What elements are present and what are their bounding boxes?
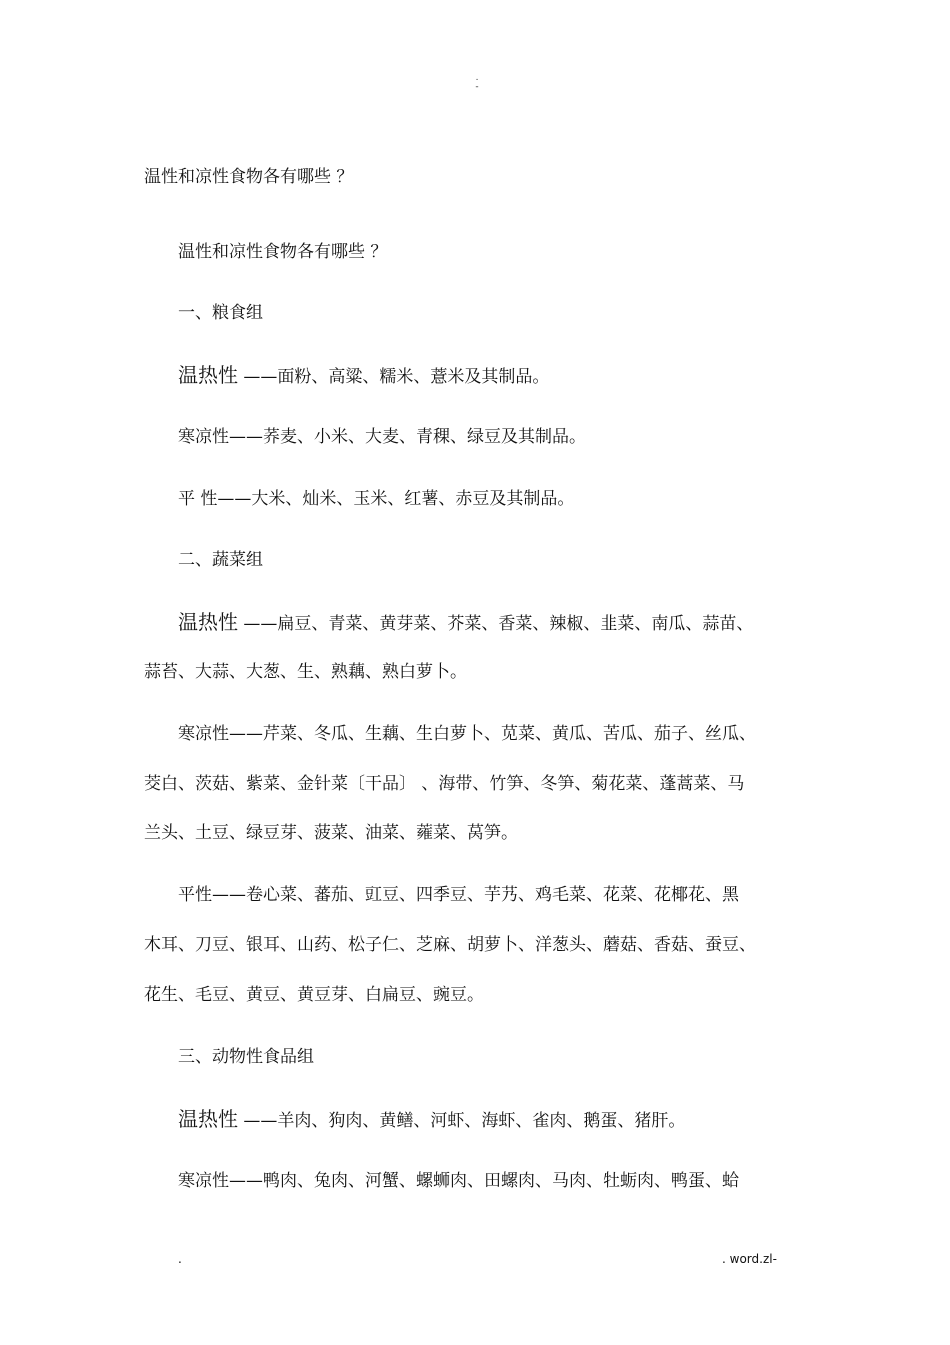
section-heading-animal: 三、动物性食品组 bbox=[178, 1047, 314, 1067]
veg-cool-line bbox=[178, 723, 756, 745]
veg-warm-cont-1: 蒜苔、大蒜、大葱、生、熟藕、熟白萝卜。 bbox=[144, 662, 467, 682]
label-neutral: 平 性 bbox=[178, 489, 218, 509]
animal-warm-text: ——羊肉、狗肉、黄鳝、河虾、海虾、雀肉、鹅蛋、猪肝。 bbox=[238, 1111, 686, 1131]
veg-cool-cont-2: 兰头、土豆、绿豆芽、菠菜、油菜、蕹菜、莴笋。 bbox=[144, 823, 518, 843]
label-warm: 温热性 bbox=[178, 610, 238, 634]
grain-cool-line bbox=[178, 426, 586, 448]
veg-warm-line bbox=[178, 611, 753, 635]
label-warm: 温热性 bbox=[178, 363, 238, 387]
grain-neutral-text: ——大米、灿米、玉米、红薯、赤豆及其制品。 bbox=[217, 489, 575, 509]
veg-cool-text: ——芹菜、冬瓜、生藕、生白萝卜、苋菜、黄瓜、苦瓜、茄子、丝瓜、 bbox=[229, 724, 756, 744]
footer-right: . word.zl- bbox=[722, 1252, 777, 1266]
animal-cool-line bbox=[178, 1170, 739, 1192]
veg-cool-cont-1: 茭白、茨菇、紫菜、金针菜〔干品〕 、海带、竹笋、冬笋、菊花菜、蓬蒿菜、马 bbox=[144, 774, 745, 794]
doc-subtitle: 温性和凉性食物各有哪些 ？ bbox=[178, 242, 388, 262]
section-heading-vegetable: 二、蔬菜组 bbox=[178, 550, 263, 570]
doc-title: 温性和凉性食物各有哪些 ？ bbox=[144, 167, 354, 187]
header-mark-bottom: - bbox=[475, 82, 479, 92]
veg-neutral-line bbox=[178, 884, 739, 906]
header-mark-top: . bbox=[475, 73, 479, 83]
grain-warm-text: ——面粉、高粱、糯米、薏米及其制品。 bbox=[238, 367, 550, 387]
veg-warm-text: ——扁豆、青菜、黄芽菜、芥菜、香菜、辣椒、韭菜、南瓜、蒜苗、 bbox=[238, 614, 754, 634]
label-cool: 寒凉性 bbox=[178, 724, 229, 744]
label-warm: 温热性 bbox=[178, 1107, 238, 1131]
grain-neutral-line bbox=[178, 488, 574, 510]
veg-neutral-cont-1: 木耳、刀豆、银耳、山药、松子仁、芝麻、胡萝卜、洋葱头、蘑菇、香菇、蚕豆、 bbox=[144, 935, 756, 955]
section-heading-grain: 一、粮食组 bbox=[178, 303, 263, 323]
grain-cool-text: ——荞麦、小米、大麦、青稞、绿豆及其制品。 bbox=[229, 427, 586, 447]
veg-neutral-text: ——卷心菜、蕃茄、豇豆、四季豆、芋艿、鸡毛菜、花菜、花椰花、黑 bbox=[212, 885, 739, 905]
animal-cool-text: ——鸭肉、兔肉、河蟹、螺蛳肉、田螺肉、马肉、牡蛎肉、鸭蛋、蛤 bbox=[229, 1171, 739, 1191]
footer-left: . bbox=[178, 1252, 182, 1266]
header-mark bbox=[472, 74, 482, 92]
veg-neutral-cont-2: 花生、毛豆、黄豆、黄豆芽、白扁豆、豌豆。 bbox=[144, 985, 484, 1005]
label-neutral: 平性 bbox=[178, 885, 212, 905]
label-cool: 寒凉性 bbox=[178, 427, 229, 447]
grain-warm-line bbox=[178, 364, 549, 388]
animal-warm-line bbox=[178, 1108, 685, 1132]
label-cool: 寒凉性 bbox=[178, 1171, 229, 1191]
